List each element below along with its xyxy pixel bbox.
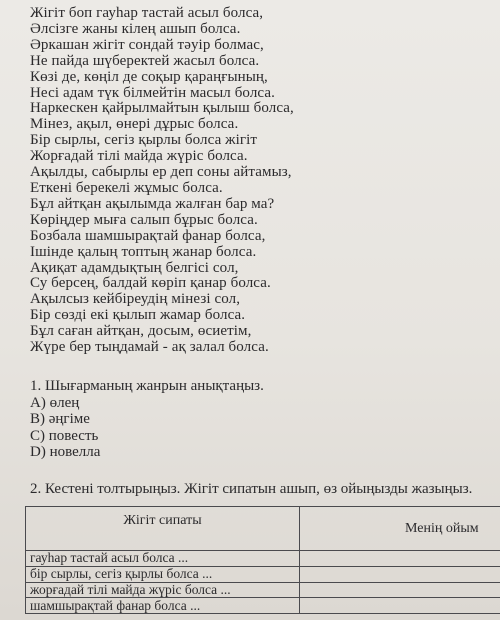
opinion-cell bbox=[300, 551, 500, 567]
table-row bbox=[26, 551, 500, 567]
poem-line: Ақылсыз кейбіреудің мінезі сол, bbox=[30, 291, 241, 308]
table-row bbox=[26, 598, 500, 614]
opinion-cell bbox=[300, 598, 500, 614]
poem-line: Бұл айтқан ақылымда жалған бар ма? bbox=[30, 195, 275, 212]
table-row bbox=[26, 582, 500, 598]
column-header-trait: Жігіт сипаты bbox=[26, 507, 300, 551]
poem-line: Жүре бер тыңдамай - ақ залал болса. bbox=[30, 339, 269, 356]
poem bbox=[30, 6, 294, 356]
poem-line: Ақиқат адамдықтың белгісі сол, bbox=[30, 259, 239, 276]
poem-line: Несі адам түк білмейтін масыл болса. bbox=[30, 84, 275, 101]
question-1 bbox=[30, 378, 264, 461]
trait-cell: гауһар тастай асыл болса ... bbox=[26, 551, 300, 567]
answer-option-d: D) новелла bbox=[30, 444, 101, 460]
poem-line: Жорғадай тілі майда жүріс болса. bbox=[30, 148, 248, 165]
poem-line: Көріңдер мыға салып бұрыс болса. bbox=[30, 211, 258, 228]
poem-line: Көзі де, көңіл де соқыр қараңғының, bbox=[30, 68, 268, 85]
poem-line: Бір сөзді екі қылып жамар болса. bbox=[30, 307, 246, 324]
poem-line: Мінез, ақыл, өнері дұрыс болса. bbox=[30, 116, 239, 133]
table-header-row bbox=[26, 507, 500, 551]
answer-option-c: С) повесть bbox=[30, 427, 99, 444]
question-1-prompt: 1. Шығарманың жанрын анықтаңыз. bbox=[30, 378, 264, 394]
answer-option-a: А) өлең bbox=[30, 394, 80, 411]
poem-line: Бір сырлы, сегіз қырлы болса жігіт bbox=[30, 132, 258, 149]
poem-line: Ақылды, сабырлы ер деп соны айтамыз, bbox=[30, 164, 292, 181]
poem-line: Еткені берекелі жұмыс болса. bbox=[30, 179, 223, 196]
poem-line: Наркескен қайрылмайтын қылыш болса, bbox=[30, 100, 294, 117]
column-header-opinion: Менің ойым bbox=[300, 507, 500, 551]
poem-line: Ішінде қалың топтың жанар болса. bbox=[30, 243, 257, 260]
opinion-cell bbox=[300, 566, 500, 582]
trait-cell: бір сырлы, сегіз қырлы болса ... bbox=[26, 566, 300, 582]
poem-line: Бұл саған айтқан, досым, өсиетім, bbox=[30, 323, 252, 340]
poem-line: Не пайда шүберектей жасыл болса. bbox=[30, 52, 260, 69]
question-2-prompt: 2. Кестені толтырыңыз. Жігіт сипатын ашып, өз ойыңызды жазыңыз. bbox=[30, 481, 473, 497]
answer-table bbox=[25, 506, 500, 614]
poem-line: Әркашан жігіт сондай тәуір болмас, bbox=[30, 36, 264, 53]
table-row bbox=[26, 566, 500, 582]
poem-line: Су берсең, балдай көріп қанар болса. bbox=[30, 275, 271, 292]
answer-option-b: В) әңгіме bbox=[30, 411, 90, 427]
poem-line: Әлсізге жаны кілең ашып болса. bbox=[30, 20, 241, 37]
poem-line: Жігіт боп гауһар тастай асыл болса, bbox=[30, 5, 264, 21]
poem-line: Бозбала шамшырақтай фанар болса, bbox=[30, 227, 266, 244]
trait-cell: жорғадай тілі майда жүріс болса ... bbox=[26, 582, 300, 598]
opinion-cell bbox=[300, 582, 500, 598]
trait-cell: шамшырақтай фанар болса ... bbox=[26, 598, 300, 614]
